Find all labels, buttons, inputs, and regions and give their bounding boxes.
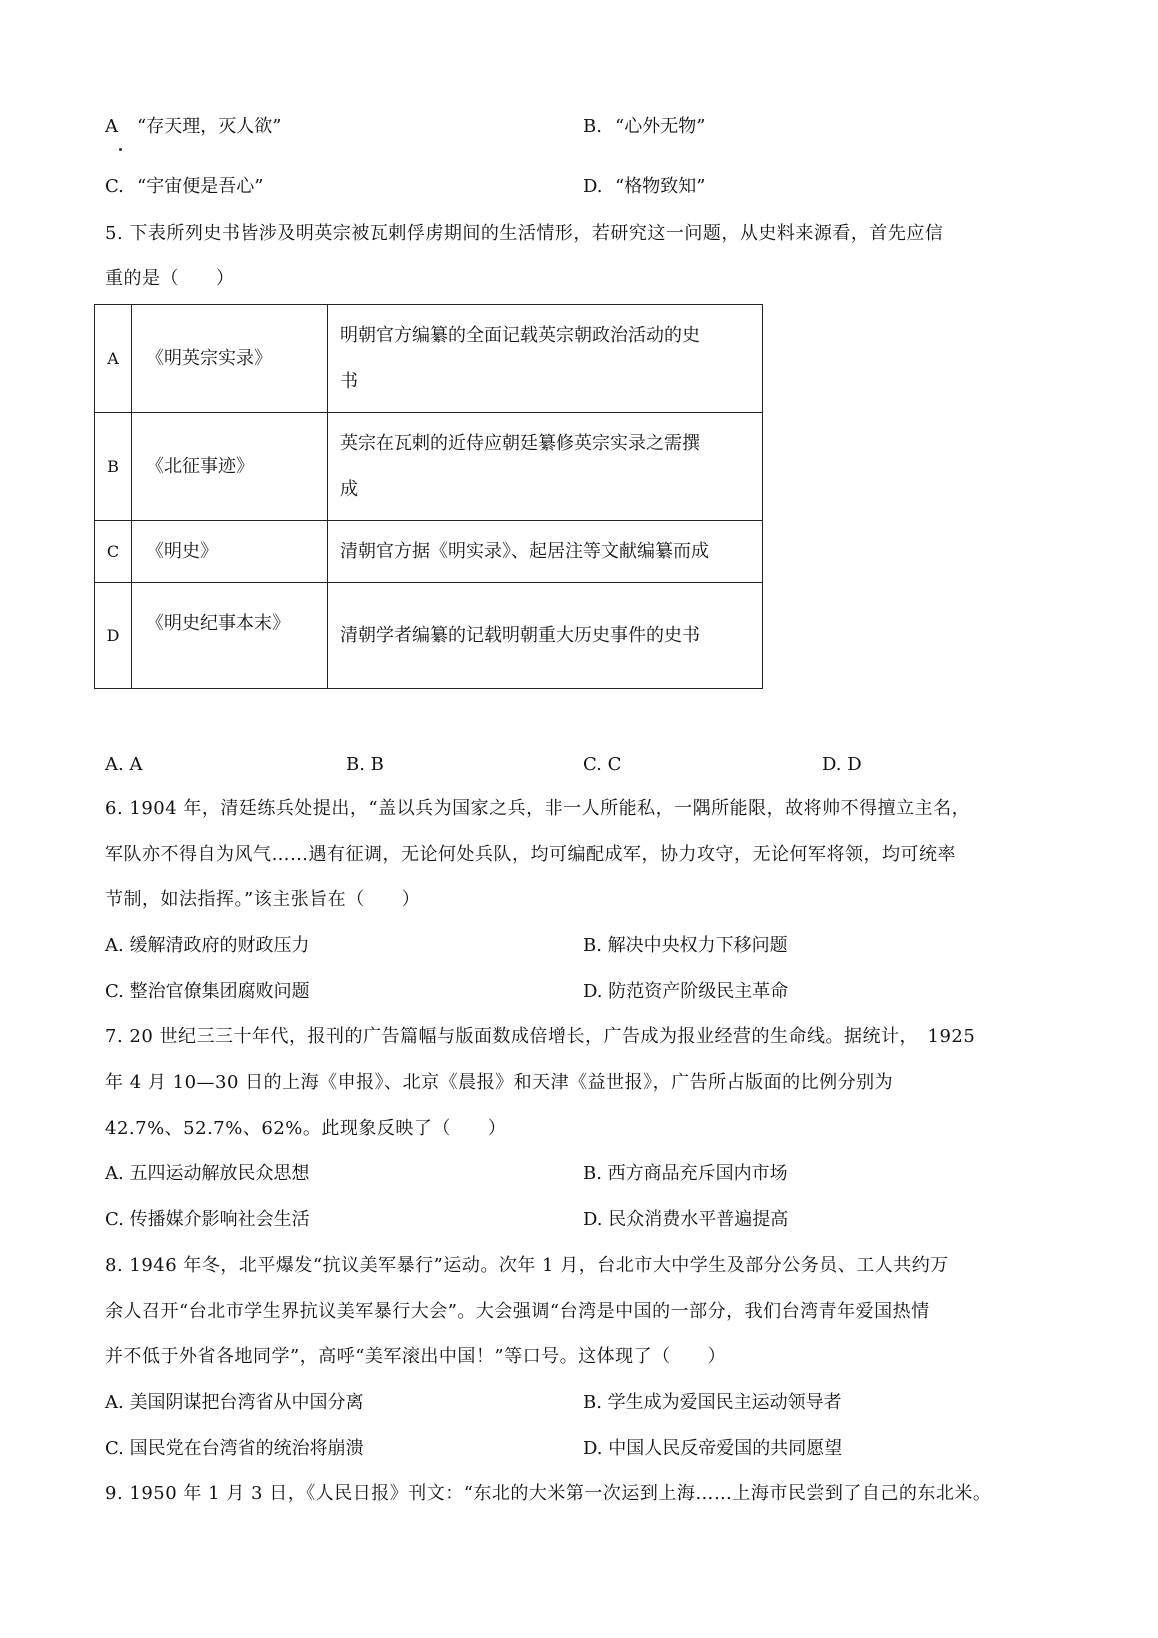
q6-stem-line: 节制，如法指挥。”该主张旨在（ ） [105, 889, 421, 910]
q6-option-c: C. 整治官僚集团腐败问题 [105, 981, 310, 1002]
stray-dot [119, 148, 122, 151]
option-letter: D. [583, 176, 603, 197]
row-letter: C [95, 521, 132, 583]
q8-stem-line: 余人召开“台北市学生界抗议美军暴行大会”。大会强调“台湾是中国的一部分，我们台湾青年爱国热情 [105, 1301, 930, 1322]
q5-stem-line: 5. 下表所列史书皆涉及明英宗被瓦剌俘虏期间的生活情形，若研究这一问题，从史料来源看，首先应信 [105, 223, 944, 244]
q5-option-d: D. D [822, 754, 862, 775]
q7-stem-line: 42.7%、52.7%、62%。此现象反映了（ ） [105, 1118, 507, 1139]
option-text: “格物致知” [615, 176, 706, 197]
row-title: 《明史》 [132, 521, 328, 583]
row-desc-line: 英宗在瓦剌的近侍应朝廷纂修英宗实录之需撰 [340, 432, 700, 454]
row-letter: A [95, 305, 132, 413]
q7-option-d: D. 民众消费水平普遍提高 [583, 1209, 789, 1230]
option-text: “宇宙便是吾心” [137, 176, 264, 197]
option-letter: C. [105, 176, 124, 197]
q5-option-a: A. A [105, 754, 143, 775]
q6-option-a: A. 缓解清政府的财政压力 [105, 935, 310, 956]
q6-stem-line: 军队亦不得自为风气……遇有征调，无论何处兵队，均可编配成军，协力攻守，无论何军将领，均可统率 [105, 844, 956, 865]
table-row [95, 305, 763, 413]
q5-stem-line: 重的是（ ） [105, 268, 235, 289]
q4-option-a [105, 114, 281, 140]
q9-stem-line: 9. 1950 年 1 月 3 日，《人民日报》刊文：“东北的大米第一次运到上海……上海市民尝到了自己的东北米。 [105, 1483, 992, 1504]
option-letter: B. [583, 116, 602, 137]
row-desc-line: 书 [340, 370, 358, 392]
source-table [94, 304, 763, 689]
q4-option-d [583, 174, 705, 200]
q7-stem-line: 年 4 月 10—30 日的上海《申报》、北京《晨报》和天津《益世报》，广告所占版面的比例分别为 [105, 1072, 894, 1093]
q4-option-c [105, 174, 263, 200]
q6-option-d: D. 防范资产阶级民主革命 [583, 981, 789, 1002]
option-text: “存天理，灭人欲” [137, 116, 282, 137]
row-desc: 清朝学者编纂的记载明朝重大历史事件的史书 [328, 583, 763, 689]
row-title: 《明史纪事本末》 [132, 583, 328, 689]
option-text: “心外无物” [615, 116, 706, 137]
row-letter: B [95, 413, 132, 521]
q8-option-a: A. 美国阴谋把台湾省从中国分离 [105, 1392, 364, 1413]
q5-option-c: C. C [583, 754, 622, 775]
q8-stem-line: 8. 1946 年冬，北平爆发“抗议美军暴行”运动。次年 1 月，台北市大中学生及部分公务员、工人共约万 [105, 1255, 949, 1276]
row-title: 《明英宗实录》 [132, 305, 328, 413]
table-row [95, 583, 763, 689]
q5-option-b: B. B [346, 754, 384, 775]
q6-option-b: B. 解决中央权力下移问题 [583, 935, 788, 956]
q8-option-c: C. 国民党在台湾省的统治将崩溃 [105, 1438, 364, 1459]
option-letter: A [105, 116, 118, 137]
row-desc [328, 413, 763, 521]
row-letter: D [95, 583, 132, 689]
row-title: 《北征事迹》 [132, 413, 328, 521]
row-desc [328, 305, 763, 413]
row-desc: 清朝官方据《明实录》、起居注等文献编纂而成 [328, 521, 763, 583]
q7-option-a: A. 五四运动解放民众思想 [105, 1163, 310, 1184]
row-desc-line: 明朝官方编纂的全面记载英宗朝政治活动的史 [340, 324, 700, 346]
q7-option-b: B. 西方商品充斥国内市场 [583, 1163, 788, 1184]
q7-stem-line: 7. 20 世纪三三十年代，报刊的广告篇幅与版面数成倍增长，广告成为报业经营的生命线。据统计， 1925 [105, 1026, 976, 1047]
table-row [95, 521, 763, 583]
q7-option-c: C. 传播媒介影响社会生活 [105, 1209, 310, 1230]
table-row [95, 413, 763, 521]
q8-option-b: B. 学生成为爱国民主运动领导者 [583, 1392, 842, 1413]
q6-stem-line: 6. 1904 年，清廷练兵处提出，“盖以兵为国家之兵，非一人所能私，一隅所能限，故将帅不得擅立主名， [105, 798, 971, 819]
row-desc-line: 成 [340, 478, 358, 500]
q4-option-b [583, 114, 705, 140]
q8-stem-line: 并不低于外省各地同学”，高呼“美军滚出中国！”等口号。这体现了（ ） [105, 1346, 727, 1367]
q8-option-d: D. 中国人民反帝爱国的共同愿望 [583, 1438, 843, 1459]
